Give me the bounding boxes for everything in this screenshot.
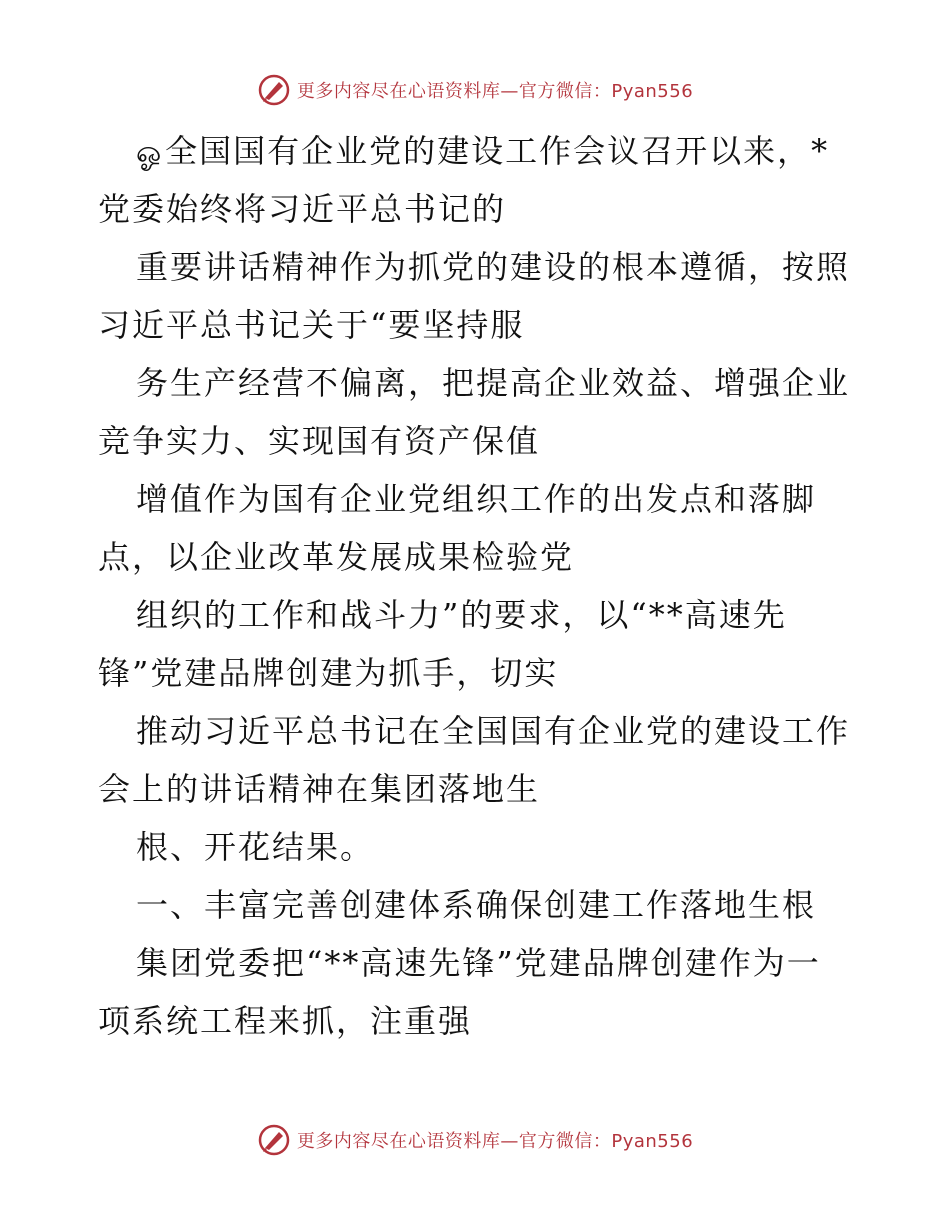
decorative-glyph-icon: ஓ	[136, 135, 164, 170]
paragraph-line: 项系统工程来抓，注重强	[98, 1002, 473, 1040]
line-text: 全国国有企业党的建设工作会议召开以来，*	[165, 132, 830, 170]
paragraph-line: 会上的讲话精神在集团落地生	[98, 770, 541, 808]
watermark-header	[0, 70, 950, 110]
paragraph-line: 增值作为国有企业党组织工作的出发点和落脚	[136, 480, 817, 518]
document-body	[98, 122, 858, 1050]
paragraph-line: 重要讲话精神作为抓党的建设的根本遵循，按照	[136, 248, 851, 286]
paragraph-line: 竞争实力、实现国有资产保值	[98, 422, 541, 460]
paragraph-line: 务生产经营不偏离，把提高企业效益、增强企业	[136, 364, 851, 402]
paragraph-line: 集团党委把“**高速先锋”党建品牌创建作为一	[136, 944, 821, 982]
paragraph-line: 习近平总书记关于“要坚持服	[98, 306, 525, 344]
paragraph-line: 推动习近平总书记在全国国有企业党的建设工作	[136, 712, 851, 750]
watermark-footer	[0, 1120, 950, 1160]
paragraph-line: 组织的工作和战斗力”的要求，以“**高速先	[136, 596, 787, 634]
paragraph-line	[98, 122, 858, 180]
paragraph-line: 党委始终将习近平总书记的	[98, 190, 507, 228]
paragraph-line: 点，以企业改革发展成果检验党	[98, 538, 575, 576]
paragraph-line: 根、开花结果。	[136, 828, 375, 866]
watermark-text: 更多内容尽在心语资料库—官方微信：Pyan556	[296, 81, 694, 102]
paragraph-line: 锋”党建品牌创建为抓手，切实	[98, 654, 559, 692]
section-heading: 一、丰富完善创建体系确保创建工作落地生根	[136, 886, 817, 924]
pen-nib-circle-icon	[257, 73, 291, 107]
pen-nib-circle-icon	[257, 1123, 291, 1157]
watermark-text: 更多内容尽在心语资料库—官方微信：Pyan556	[296, 1131, 694, 1152]
